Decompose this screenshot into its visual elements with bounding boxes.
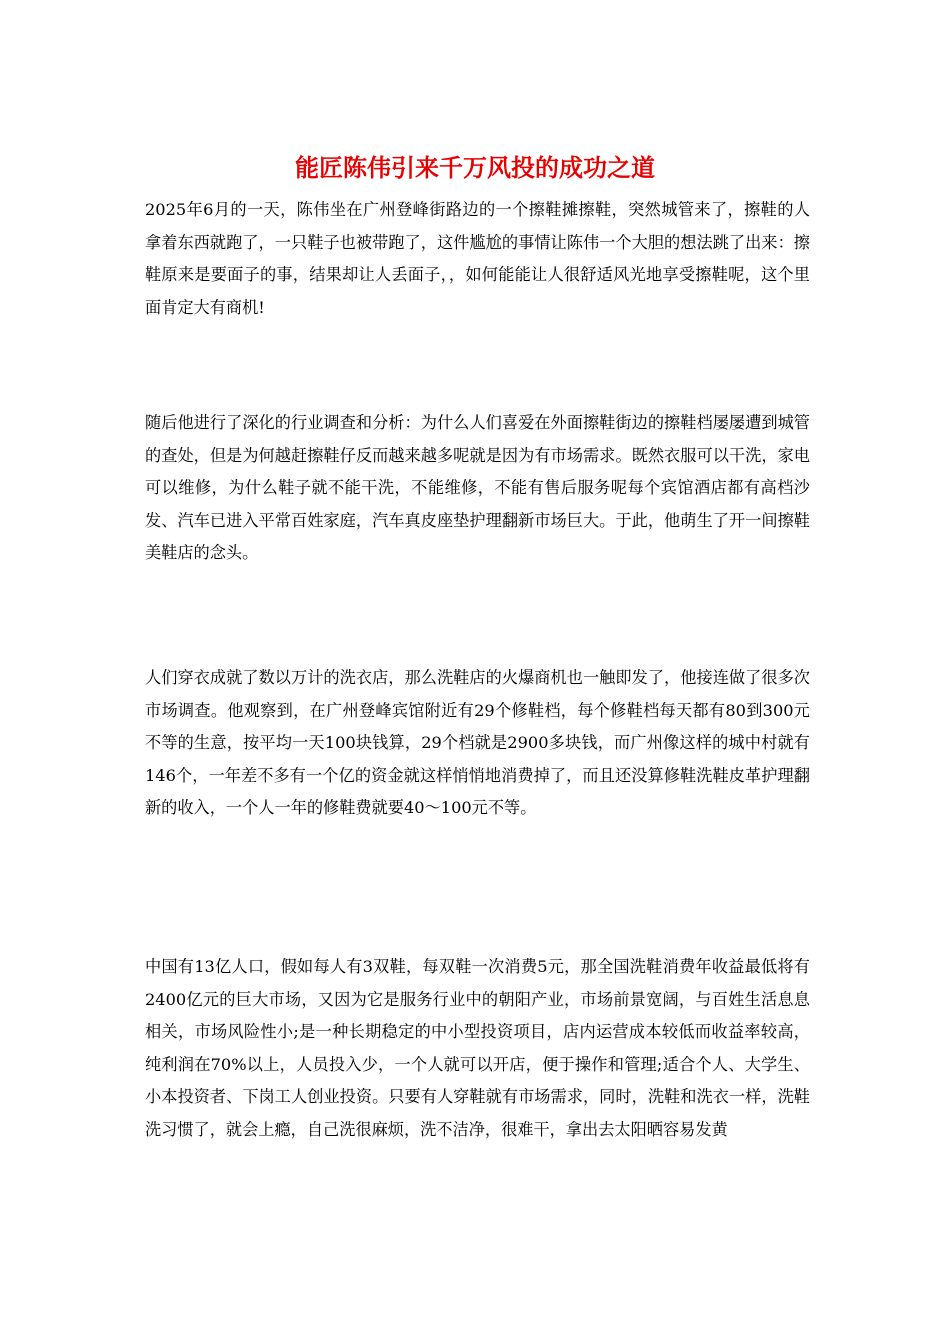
document-title: 能匠陈伟引来千万风投的成功之道 — [295, 153, 655, 182]
paragraph-3: 人们穿衣成就了数以万计的洗衣店，那么洗鞋店的火爆商机也一触即发了，他接连做了很多次市场调查。他观察到，在广州登峰宾馆附近有29个修鞋档，每个修鞋档每天都有80到300元不等的生意，按平均一天100块钱算，29个档就是2900多块钱，而广州像这样的城中村就有146个，一年差不多有一个亿的资金就这样悄悄地消费掉了，而且还没算修鞋洗鞋皮革护理翻新的收入，一个人一年的修鞋费就要40～100元不等。 — [145, 668, 810, 818]
paragraph-2: 随后他进行了深化的行业调查和分析：为什么人们喜爱在外面擦鞋街边的擦鞋档屡屡遭到城管的查处，但是为何越赶擦鞋仔反而越来越多呢就是因为有市场需求。既然衣服可以干洗，家电可以维修，为什么鞋子就不能干洗，不能维修，不能有售后服务呢每个宾馆酒店都有高档沙发、汽车已进入平常百姓家庭，汽车真皮座垫护理翻新市场巨大。于此，他萌生了开一间擦鞋美鞋店的念头。 — [145, 413, 810, 563]
paragraph-4: 中国有13亿人口，假如每人有3双鞋，每双鞋一次消费5元，那全国洗鞋消费年收益最低将有2400亿元的巨大市场，又因为它是服务行业中的朝阳产业，市场前景宽阔，与百姓生活息息相关，市场风险性小;是一种长期稳定的中小型投资项目，店内运营成本较低而收益率较高，纯利润在70%以上，人员投入少，一个人就可以开店，便于操作和管理;适合个人、大学生、小本投资者、下岗工人创业投资。只要有人穿鞋就有市场需求，同时，洗鞋和洗衣一样，洗鞋洗习惯了，就会上瘾，自己洗很麻烦，洗不洁净，很难干，拿出去太阳晒容易发黄 — [145, 957, 810, 1139]
paragraph-1: 2025年6月的一天，陈伟坐在广州登峰街路边的一个擦鞋摊擦鞋，突然城管来了，擦鞋的人拿着东西就跑了，一只鞋子也被带跑了，这件尴尬的事情让陈伟一个大胆的想法跳了出来：擦鞋原来是要面子的事，结果却让人丢面子，，如何能能让人很舒适风光地享受擦鞋呢，这个里面肯定大有商机! — [145, 200, 810, 317]
